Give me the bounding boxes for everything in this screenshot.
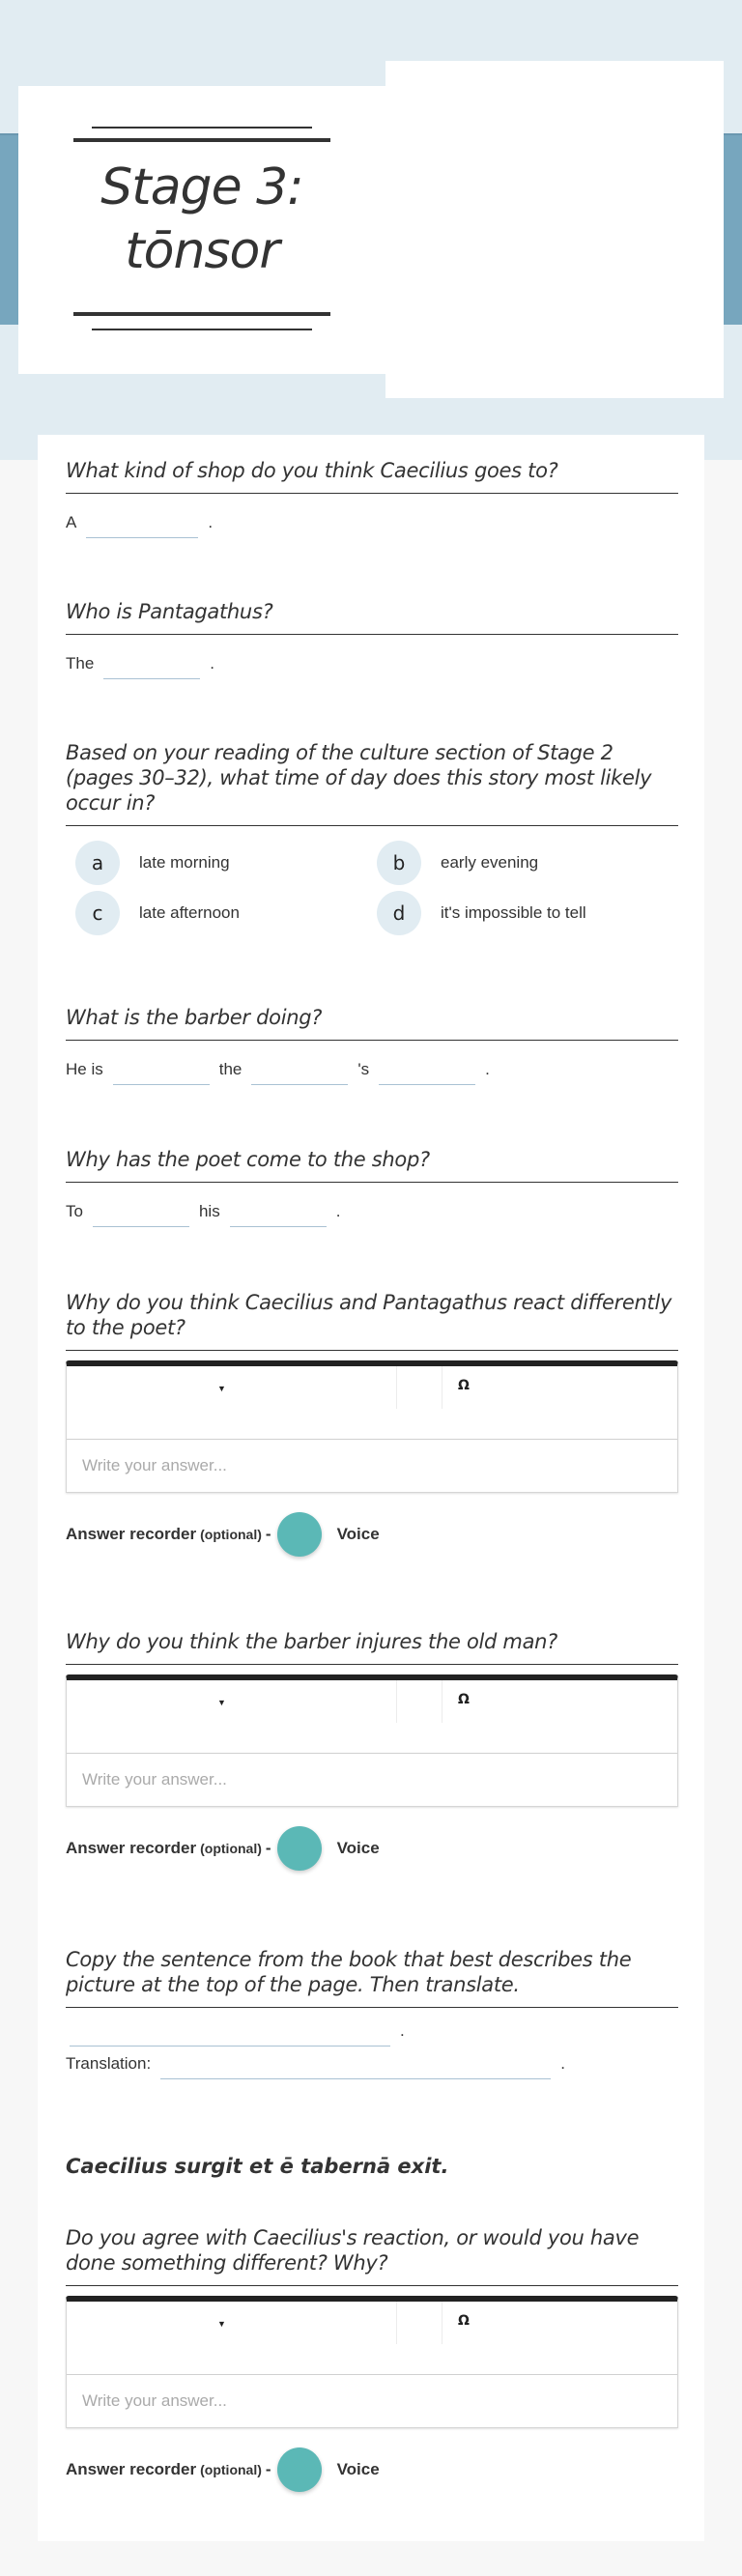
sentence-input[interactable]: [70, 2023, 390, 2046]
fill-in-line: [66, 505, 678, 532]
fill-text: To: [66, 1202, 83, 1220]
fill-text: A: [66, 513, 77, 531]
multiple-choice-options: [66, 840, 678, 936]
recorder-label: Answer recorder: [66, 1839, 197, 1857]
question-1: [66, 458, 678, 532]
copy-sentence-line: [66, 2014, 678, 2041]
fill-text: He is: [66, 1060, 103, 1078]
fill-period: .: [210, 654, 215, 673]
question-title: Who is Pantagathus?: [66, 599, 678, 635]
recorder-dash: -: [265, 1525, 271, 1543]
option-letter-badge: d: [377, 891, 421, 935]
special-character-omega-icon[interactable]: Ω: [458, 2313, 470, 2329]
fill-period: .: [560, 2054, 565, 2073]
answer-input[interactable]: [67, 2375, 677, 2427]
question-title: Why has the poet come to the shop?: [66, 1147, 678, 1183]
question-title: Based on your reading of the culture section of Stage 2 (pages 30–32), what time of day does this story most likely occur in?: [66, 740, 678, 826]
hero-title-card: [18, 86, 385, 374]
option-label: early evening: [441, 853, 539, 872]
recorder-label: Answer recorder: [66, 2460, 197, 2478]
voice-label: Voice: [336, 2460, 380, 2478]
voice-record-button[interactable]: [277, 2447, 322, 2492]
question-3: [66, 740, 678, 936]
voice-label: Voice: [336, 1839, 380, 1857]
worksheet-panel: [38, 435, 704, 2541]
option-letter-badge: b: [377, 841, 421, 885]
fill-text: 's: [357, 1060, 370, 1078]
option-d[interactable]: [367, 890, 669, 936]
fill-in-line: [66, 1052, 678, 1079]
question-9: [66, 2225, 678, 2492]
option-label: late afternoon: [139, 903, 240, 922]
toolbar-divider: [396, 1680, 397, 1723]
question-title: Do you agree with Caecilius's reaction, or would you have done something different? Why?: [66, 2225, 678, 2286]
rich-text-editor: [66, 1674, 678, 1807]
question-title: Why do you think the barber injures the old man?: [66, 1629, 678, 1665]
question-title: What is the barber doing?: [66, 1005, 678, 1041]
option-label: late morning: [139, 853, 230, 872]
option-c[interactable]: [66, 890, 367, 936]
option-letter-badge: c: [75, 891, 120, 935]
blank-input-3[interactable]: [379, 1062, 475, 1085]
question-6: [66, 1290, 678, 1557]
blank-input[interactable]: [86, 515, 198, 538]
translation-line: [66, 2046, 678, 2074]
fill-in-line: [66, 646, 678, 673]
question-2: [66, 599, 678, 673]
option-letter-badge: a: [75, 841, 120, 885]
question-8: [66, 1947, 678, 2074]
toolbar-divider: [396, 2302, 397, 2344]
question-title: Why do you think Caecilius and Pantagathus react differently to the poet?: [66, 1290, 678, 1351]
special-character-omega-icon[interactable]: Ω: [458, 1692, 470, 1707]
option-a[interactable]: [66, 840, 367, 886]
answer-recorder: [66, 1512, 678, 1557]
voice-record-button[interactable]: [277, 1512, 322, 1557]
title-rule-top-thin: [92, 127, 312, 129]
fill-period: .: [485, 1060, 490, 1078]
voice-record-button[interactable]: [277, 1826, 322, 1871]
translation-label: Translation:: [66, 2054, 152, 2073]
title-rule-top-thick: [73, 138, 330, 142]
title-line-1: Stage 3:: [100, 158, 303, 216]
answer-input[interactable]: [67, 1440, 677, 1492]
title-rule-bottom-thin: [92, 329, 312, 330]
format-dropdown-chevron-down-icon[interactable]: ▼: [217, 1698, 226, 1707]
fill-in-line: [66, 1194, 678, 1221]
fill-period: .: [335, 1202, 341, 1220]
fill-text: the: [218, 1060, 243, 1078]
format-dropdown-chevron-down-icon[interactable]: ▼: [217, 1384, 226, 1393]
blank-input-1[interactable]: [93, 1204, 189, 1227]
recorder-optional-label: (optional): [200, 1527, 262, 1542]
rich-text-editor: [66, 1360, 678, 1493]
special-character-omega-icon[interactable]: Ω: [458, 1378, 470, 1393]
editor-toolbar: [67, 1366, 677, 1440]
question-4: [66, 1005, 678, 1079]
question-5: [66, 1147, 678, 1221]
question-title: Copy the sentence from the book that best describes the picture at the top of the page. Then translate.: [66, 1947, 678, 2008]
translation-input[interactable]: [160, 2056, 551, 2079]
blank-input-2[interactable]: [230, 1204, 327, 1227]
editor-toolbar: [67, 1680, 677, 1754]
latin-sentence: Caecilius surgit et ē tabernā exit.: [66, 2155, 449, 2178]
blank-input-1[interactable]: [113, 1062, 210, 1085]
fill-period: .: [400, 2021, 405, 2040]
recorder-label: Answer recorder: [66, 1525, 197, 1543]
fill-text: his: [198, 1202, 220, 1220]
answer-recorder: [66, 2447, 678, 2492]
recorder-optional-label: (optional): [200, 1841, 262, 1856]
question-title: What kind of shop do you think Caecilius goes to?: [66, 458, 678, 494]
fill-text: The: [66, 654, 95, 673]
format-dropdown-chevron-down-icon[interactable]: ▼: [217, 2319, 226, 2329]
fill-period: .: [208, 513, 214, 531]
answer-input[interactable]: [67, 1754, 677, 1806]
question-7: [66, 1629, 678, 1871]
blank-input[interactable]: [103, 656, 200, 679]
recorder-optional-label: (optional): [200, 2462, 262, 2477]
editor-toolbar: [67, 2302, 677, 2375]
title-line-2: tōnsor: [125, 222, 279, 280]
hero-image-card: [385, 61, 724, 398]
page-title: [38, 156, 366, 283]
toolbar-divider: [396, 1366, 397, 1409]
option-b[interactable]: [367, 840, 669, 886]
title-rule-bottom-thick: [73, 312, 330, 316]
voice-label: Voice: [336, 1525, 380, 1543]
option-label: it's impossible to tell: [441, 903, 586, 922]
answer-recorder: [66, 1826, 678, 1871]
blank-input-2[interactable]: [251, 1062, 348, 1085]
rich-text-editor: [66, 2296, 678, 2428]
recorder-dash: -: [265, 2460, 271, 2478]
recorder-dash: -: [265, 1839, 271, 1857]
